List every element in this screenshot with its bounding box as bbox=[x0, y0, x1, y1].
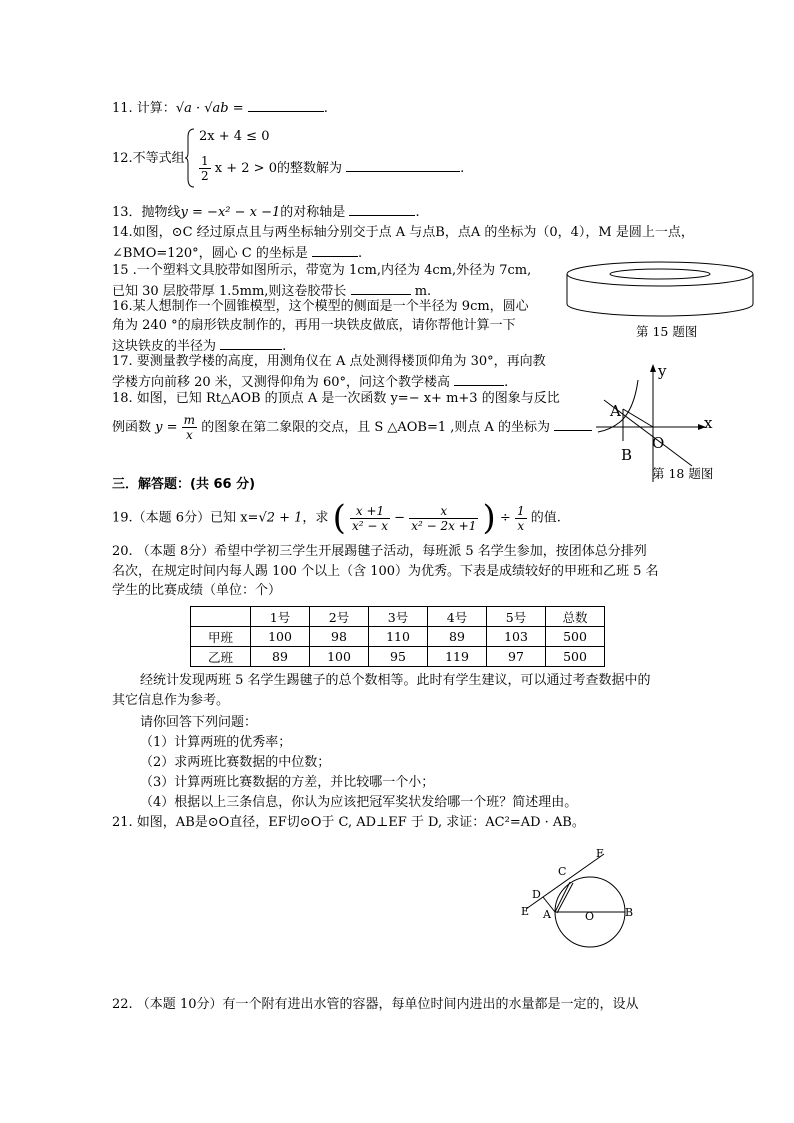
q12-inequality-2-text: x + 2 > 0 bbox=[214, 161, 277, 176]
q19-mid: ，求 bbox=[302, 510, 329, 526]
table-cell: 89 bbox=[251, 647, 310, 667]
section-3-title: 三．解答题：(共 66 分) bbox=[112, 477, 256, 492]
q20-item-4: （4）根据以上三条信息，你认为应该把冠军奖状发给哪一个班？简述理由。 bbox=[140, 795, 578, 810]
question-19: 19.（本题 6分）已知 x=√2 + 1，求 ( $\frac{x +1}{\text{x² − x}}$ − $\frac{x}{\text{x² − 2x +1}}$ ) ÷ $\frac{1}{x}$ 的值. bbox=[112, 498, 561, 538]
q12-suffix: 的整数解为 bbox=[276, 161, 342, 176]
table-row bbox=[191, 647, 605, 667]
q14-answer-blank bbox=[312, 243, 358, 257]
q15-answer-blank bbox=[351, 281, 411, 295]
table-cell: 乙班 bbox=[191, 647, 251, 667]
q11-equals: = bbox=[228, 101, 244, 116]
q18-suffix: 的图象在第二象限的交点，且 S △AOB=1 ,则点 A 的坐标为 bbox=[201, 420, 551, 435]
question-16-line-3: 这块铁皮的半径为 . bbox=[112, 336, 286, 356]
q16-line-3-text: 这块铁皮的半径为 bbox=[112, 339, 217, 354]
table-cell: 500 bbox=[546, 627, 605, 647]
q19-div: ÷ bbox=[499, 510, 511, 526]
q17-line-2-text: 学楼方向前移 20 米，又测得仰角为 60°，问这个教学楼高 bbox=[112, 375, 450, 390]
question-22: 22. （本题 10分）有一个附有进出水管的容器，每单位时间内进出的水量都是一定的，设从 bbox=[112, 997, 639, 1012]
q12-frac-den: 2 bbox=[201, 169, 209, 183]
table-header-cell: 2号 bbox=[310, 607, 369, 627]
q15-line-2-text: 已知 30 层胶带厚 1.5mm,则这卷胶带长 bbox=[112, 284, 347, 299]
table-cell: 95 bbox=[369, 647, 428, 667]
q13-suffix: 的对称轴是 bbox=[280, 205, 346, 220]
question-21: 21. 如图，AB是⊙O直径，EF切⊙O于 C, AD⊥EF 于 D, 求证：AC²=AD · AB。 bbox=[112, 815, 585, 830]
table-header-row bbox=[191, 607, 605, 627]
question-14-line-1: 14.如图，⊙C 经过原点且与两坐标轴分别交于点 A 与点B，点A 的坐标为（0，4），M 是圆上一点， bbox=[112, 225, 694, 240]
q16-answer-blank bbox=[220, 336, 282, 350]
q20-item-3: （3）计算两班比赛数据的方差，并比较哪一个小； bbox=[140, 775, 435, 790]
q14-line-2-text: ∠BMO=120°，圆心 C 的坐标是 bbox=[112, 246, 308, 261]
q21-label-b: B bbox=[625, 906, 634, 919]
q17-answer-blank bbox=[454, 372, 504, 386]
table-cell: 103 bbox=[487, 627, 546, 647]
table-cell: 98 bbox=[310, 627, 369, 647]
q12-answer-blank bbox=[346, 158, 460, 172]
question-20-line-3: 学生的比赛成绩（单位：个） bbox=[112, 583, 282, 598]
q15-unit: m. bbox=[414, 284, 432, 299]
q13-prefix: 13．抛物线 bbox=[112, 205, 181, 220]
table-cell: 100 bbox=[251, 627, 310, 647]
table-header-cell: 总数 bbox=[546, 607, 605, 627]
table-header-cell: 1号 bbox=[251, 607, 310, 627]
q21-label-d: D bbox=[532, 888, 541, 901]
q21-label-o: O bbox=[585, 910, 595, 923]
q18-figure-caption: 第 18 题图 bbox=[652, 466, 714, 481]
table-row bbox=[191, 627, 605, 647]
table-header-cell: 3号 bbox=[369, 607, 428, 627]
table-header-cell: 4号 bbox=[428, 607, 487, 627]
q18-expr-y: y = bbox=[155, 420, 178, 435]
q12-brace bbox=[185, 127, 195, 189]
question-14-line-2: ∠BMO=120°，圆心 C 的坐标是 . bbox=[112, 243, 362, 263]
q21-label-c: C bbox=[558, 865, 567, 878]
table-cell: 110 bbox=[369, 627, 428, 647]
q19-prefix: 19.（本题 6分）已知 x= bbox=[112, 510, 259, 526]
q18-label-y: y bbox=[658, 362, 667, 380]
q18-answer-blank bbox=[554, 417, 592, 431]
q20-after-line-1: 经统计发现两班 5 名学生踢毽子的总个数相等。此时有学生建议，可以通过考查数据中的 bbox=[140, 673, 651, 688]
q18-label-a: A bbox=[610, 402, 621, 420]
q19-suffix: 的值. bbox=[530, 510, 561, 526]
q18-label-b: B bbox=[621, 446, 633, 464]
q15-tape-figure bbox=[562, 258, 762, 320]
q12-inequality-1: 2x + 4 ≤ 0 bbox=[199, 129, 270, 144]
table-cell: 甲班 bbox=[191, 627, 251, 647]
question-18-line-1: 18. 如图，已知 Rt△AOB 的顶点 A 是一次函数 y=− x+ m+3 的图象与反比 bbox=[112, 391, 560, 406]
question-20-line-2: 名次，在规定时间内每人踢 100 个以上（含 100）为优秀。下表是成绩较好的甲班和乙班 5 名 bbox=[112, 564, 659, 579]
table-header-cell bbox=[191, 607, 251, 627]
q19-f2-den: x² − 2x +1 bbox=[411, 518, 477, 533]
question-12-prefix: 12.不等式组 bbox=[112, 151, 185, 166]
q21-label-e: E bbox=[521, 905, 530, 918]
q20-after-line-2: 其它信息作为参考。 bbox=[112, 693, 230, 708]
q18-label-o: O bbox=[652, 434, 665, 452]
question-15-line-1: 15 .一个塑料文具胶带如图所示，带宽为 1cm,内径为 4cm,外径为 7cm, bbox=[112, 263, 532, 278]
question-17-line-2: 学楼方向前移 20 米，又测得仰角为 60°，问这个教学楼高 . bbox=[112, 372, 508, 392]
question-20-line-1: 20. （本题 8分）希望中学初三学生开展踢毽子活动，每班派 5 名学生参加，按团体总分排列 bbox=[112, 544, 647, 559]
table-header-cell: 5号 bbox=[487, 607, 546, 627]
table-cell: 97 bbox=[487, 647, 546, 667]
table-cell: 89 bbox=[428, 627, 487, 647]
q19-f3-den: x bbox=[517, 518, 525, 533]
q21-label-f: F bbox=[596, 847, 604, 860]
q20-item-1: （1）计算两班的优秀率； bbox=[140, 735, 292, 750]
q11-expression: √a · √ab bbox=[175, 101, 229, 116]
q21-label-a: A bbox=[543, 908, 551, 921]
q18-prefix: 例函数 bbox=[112, 420, 152, 435]
table-cell: 500 bbox=[546, 647, 605, 667]
question-13: 13．抛物线y = −x² − x −1的对称轴是 . bbox=[112, 202, 420, 222]
q13-answer-blank bbox=[349, 202, 415, 216]
q11-answer-blank bbox=[248, 98, 324, 112]
question-11: 11. 计算：√a · √ab = . bbox=[112, 98, 328, 118]
q15-figure-caption: 第 15 题图 bbox=[636, 324, 698, 339]
question-16-line-2: 角为 240 °的扇形铁皮制作的，再用一块铁皮做底，请你帮他计算一下 bbox=[112, 318, 516, 333]
table-cell: 119 bbox=[428, 647, 487, 667]
q19-f3-num: 1 bbox=[516, 503, 525, 518]
q19-minus: − bbox=[394, 510, 406, 526]
q19-given: √2 + 1 bbox=[258, 510, 303, 526]
q18-frac-num: m bbox=[183, 413, 196, 427]
q20-item-2: （2）求两班比赛数据的中位数； bbox=[140, 755, 331, 770]
q11-label: 11. 计算： bbox=[112, 101, 176, 116]
q19-f1-den: x² − x bbox=[351, 518, 389, 533]
q13-expression: y = −x² − x −1 bbox=[180, 205, 281, 220]
q19-f1-num: x +1 bbox=[350, 504, 390, 519]
q20-score-table bbox=[190, 606, 605, 667]
q18-label-x: x bbox=[704, 414, 713, 432]
table-cell: 100 bbox=[310, 647, 369, 667]
q20-ask: 请你回答下列问题： bbox=[140, 715, 258, 730]
question-17-line-1: 17. 要测量教学楼的高度，用测角仪在 A 点处测得楼顶仰角为 30°，再向教 bbox=[112, 354, 546, 369]
q12-inequality-2: $\frac{1}{2}$ x + 2 > 0的整数解为 . bbox=[201, 154, 465, 183]
q12-frac-num: 1 bbox=[201, 154, 209, 168]
question-16-line-1: 16.某人想制作一个圆锥模型，这个模型的侧面是一个半径为 9cm，圆心 bbox=[112, 299, 529, 314]
q18-frac-den: x bbox=[185, 428, 193, 442]
question-18-line-2 bbox=[112, 413, 592, 442]
q19-f2-num: x bbox=[409, 504, 478, 519]
